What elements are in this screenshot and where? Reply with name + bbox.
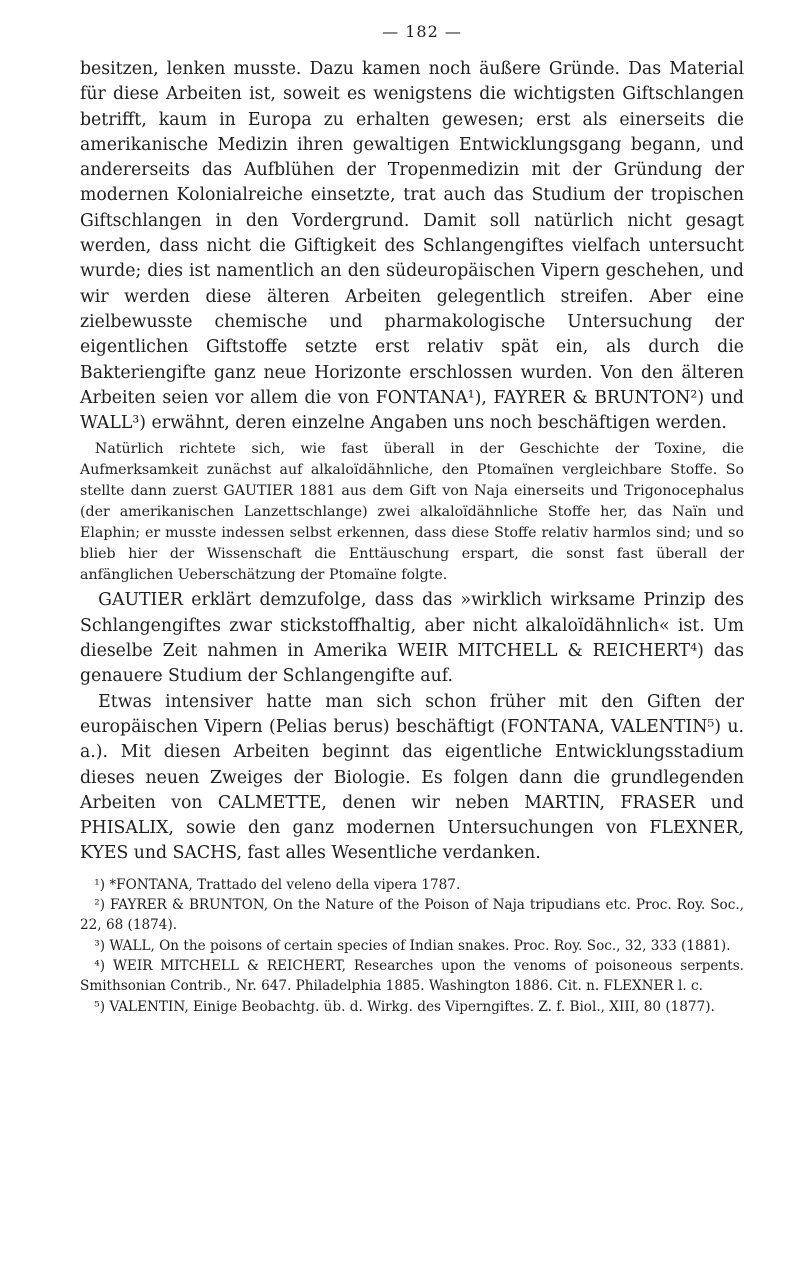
footnote-4: ⁴) WEIR MITCHELL & REICHERT, Researches upon the venoms of poisoneous serpents. Smithsonian Contrib., Nr. 647. Philadelphia 1885. Washington 1886. Cit. n. FLEXNER l. c. <box>80 957 744 995</box>
paragraph-2-small-print: Natürlich richtete sich, wie fast überall in der Geschichte der Toxine, die Aufmerksamkeit zunächst auf alkaloïdähnliche, den Ptomaïnen vergleichbare Stoffe. So stellte dann zuerst GAUTIER 1881 aus dem Gift von Naja einerseits und Trigonocephalus (der amerikanischen Lanzettschlange) zwei alkaloïdähnliche Stoffe her, das Naïn und Elaphin; er musste indessen selbst erkennen, dass diese Stoffe relativ harmlos sind; und so blieb hier der Wissenschaft die Enttäuschung erspart, die sonst fast überall der anfänglichen Ueberschätzung der Ptomaïne folgte. <box>80 441 744 584</box>
page-number: — 182 — <box>382 22 462 41</box>
footnotes <box>80 875 744 1017</box>
footnote-5: ⁵) VALENTIN, Einige Beobachtg. üb. d. Wirkg. des Viperngiftes. Z. f. Biol., XIII, 80 (1877). <box>94 998 715 1015</box>
paragraph-1: besitzen, lenken musste. Dazu kamen noch äußere Gründe. Das Material für diese Arbeiten ist, soweit es wenigstens die wichtigsten Giftschlangen betrifft, kaum in Europa zu erhalten gewesen; erst als einerseits die amerikanische Medizin ihren gewaltigen Entwicklungsgang begann, und andererseits das Aufblühen der Tropenmedizin mit der Gründung der modernen Kolonialreiche einsetzte, trat auch das Studium der tropischen Giftschlangen in den Vordergrund. Damit soll natürlich nicht gesagt werden, dass nicht die Giftigkeit des Schlangengiftes vielfach untersucht wurde; dies ist namentlich an den südeuropäischen Vipern geschehen, und wir werden diese älteren Arbeiten gelegentlich streifen. Aber eine zielbewusste chemische und pharmakologische Untersuchung der eigentlichen Giftstoffe setzte erst relativ spät ein, als durch die Bakteriengifte ganz neue Horizonte erschlossen wurden. Von den älteren Arbeiten seien vor allem die von FONTANA¹), FAYRER & BRUNTON²) und WALL³) erwähnt, deren einzelne Angaben uns noch beschäftigen werden. <box>80 59 744 434</box>
footnote-3: ³) WALL, On the poisons of certain species of Indian snakes. Proc. Roy. Soc., 32, 333 (1881). <box>94 937 731 954</box>
footnote-1: ¹) *FONTANA, Trattado del veleno della vipera 1787. <box>94 876 461 893</box>
paragraph-4: Etwas intensiver hatte man sich schon früher mit den Giften der europäischen Vipern (Pelias berus) beschäftigt (FONTANA, VALENTIN⁵) u. a.). Mit diesen Arbeiten beginnt das eigentliche Entwicklungsstadium dieses neuen Zweiges der Biologie. Es folgen dann die grundlegenden Arbeiten von CALMETTE, denen wir neben MARTIN, FRASER und PHISALIX, sowie den ganz modernen Untersuchungen von FLEXNER, KYES und SACHS, fast alles Wesentliche verdanken. <box>80 691 744 864</box>
footnote-2: ²) FAYRER & BRUNTON, On the Nature of the Poison of Naja tripudians etc. Proc. Roy. Soc., 22, 68 (1874). <box>80 897 744 934</box>
paragraph-3: GAUTIER erklärt demzufolge, dass das »wirklich wirksame Prinzip des Schlangengiftes zwar stickstoffhaltig, aber nicht alkaloïdähnlich« ist. Um dieselbe Zeit nahmen in Amerika WEIR MITCHELL & REICHERT⁴) das genauere Studium der Schlangengifte auf. <box>80 590 744 687</box>
